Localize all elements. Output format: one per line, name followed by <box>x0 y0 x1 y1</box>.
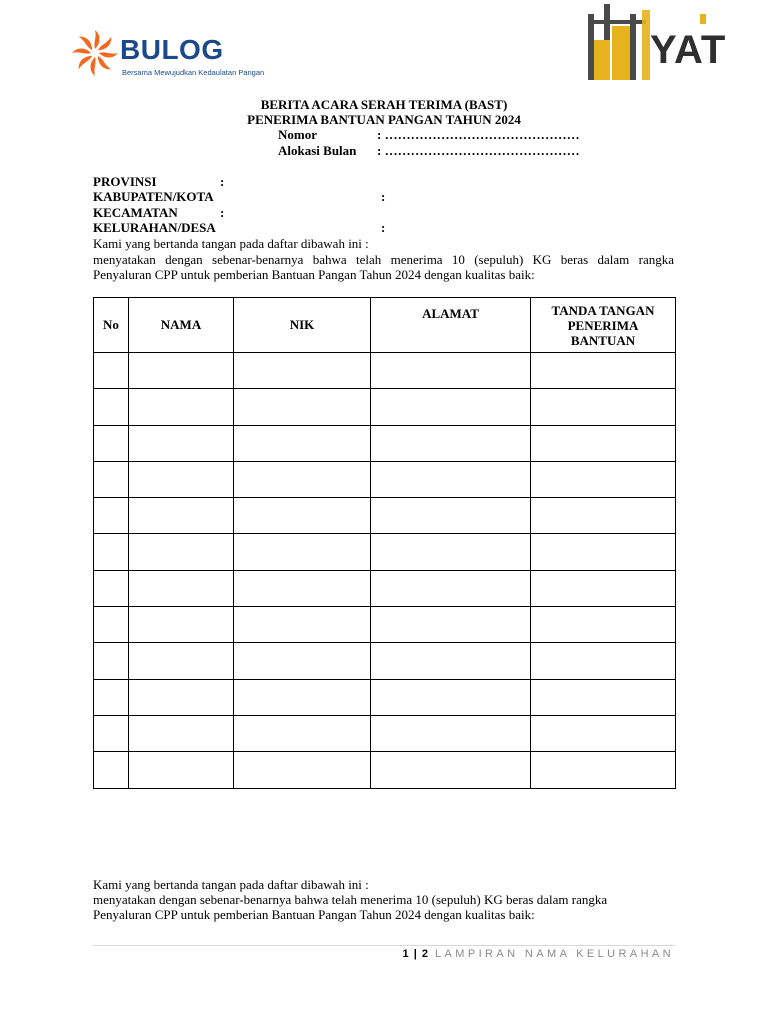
table-cell[interactable] <box>129 353 234 389</box>
recipient-table <box>93 297 676 789</box>
document-title: BERITA ACARA SERAH TERIMA (BAST) <box>260 97 508 112</box>
table-row <box>94 389 676 425</box>
alokasi-label: Alokasi Bulan <box>278 143 357 158</box>
col-header-nama: NAMA <box>129 298 234 353</box>
table-cell[interactable] <box>371 607 531 643</box>
col-header-no: No <box>94 298 129 353</box>
provinsi-label: PROVINSI <box>93 174 157 189</box>
footer-divider <box>93 945 675 946</box>
table-cell[interactable] <box>531 679 676 715</box>
table-cell[interactable] <box>234 715 371 751</box>
closing-line-2: menyatakan dengan sebenar-benarnya bahwa telah menerima 10 (sepuluh) KG beras dalam rangka <box>93 892 608 907</box>
table-cell[interactable] <box>234 389 371 425</box>
table-cell[interactable] <box>94 715 129 751</box>
bulog-tagline: Bersama Mewujudkan Kedaulatan Pangan <box>122 68 265 77</box>
table-cell[interactable] <box>94 752 129 788</box>
table-cell[interactable] <box>371 752 531 788</box>
closing-line-1: Kami yang bertanda tangan pada daftar dibawah ini : <box>93 877 369 892</box>
table-cell[interactable] <box>371 461 531 497</box>
kabupaten-colon: : <box>381 189 386 204</box>
table-cell[interactable] <box>94 389 129 425</box>
table-cell[interactable] <box>371 643 531 679</box>
table-cell[interactable] <box>129 461 234 497</box>
table-cell[interactable] <box>371 679 531 715</box>
table-cell[interactable] <box>531 461 676 497</box>
table-cell[interactable] <box>129 498 234 534</box>
table-cell[interactable] <box>234 752 371 788</box>
page-separator: | <box>413 948 417 960</box>
col-header-tanda-tangan: TANDA TANGAN PENERIMA BANTUAN <box>531 298 676 353</box>
nomor-value: : ……………………………………… <box>377 127 580 142</box>
table-cell[interactable] <box>531 715 676 751</box>
table-cell[interactable] <box>371 498 531 534</box>
table-cell[interactable] <box>531 607 676 643</box>
table-cell[interactable] <box>94 534 129 570</box>
table-cell[interactable] <box>531 425 676 461</box>
page-number: 1 <box>402 948 409 960</box>
page-footer <box>403 948 674 960</box>
table-cell[interactable] <box>129 643 234 679</box>
table-row <box>94 752 676 788</box>
table-cell[interactable] <box>94 353 129 389</box>
yat-logo <box>582 0 732 86</box>
table-cell[interactable] <box>234 425 371 461</box>
table-cell[interactable] <box>129 607 234 643</box>
table-row <box>94 679 676 715</box>
bulog-logo <box>70 26 265 82</box>
table-cell[interactable] <box>94 679 129 715</box>
col-header-alamat: ALAMAT <box>371 298 531 353</box>
yat-logo-text: YAT <box>650 28 727 72</box>
table-row <box>94 715 676 751</box>
table-cell[interactable] <box>531 534 676 570</box>
table-cell[interactable] <box>371 425 531 461</box>
table-cell[interactable] <box>94 607 129 643</box>
intro-line-2: menyatakan dengan sebenar-benarnya bahwa telah menerima 10 (sepuluh) KG beras dalam rangka <box>93 252 674 267</box>
table-cell[interactable] <box>94 643 129 679</box>
table-cell[interactable] <box>234 607 371 643</box>
table-cell[interactable] <box>94 498 129 534</box>
page-total: 2 <box>421 948 428 960</box>
table-cell[interactable] <box>371 570 531 606</box>
kelurahan-label: KELURAHAN/DESA <box>93 220 216 235</box>
table-cell[interactable] <box>129 534 234 570</box>
table-row <box>94 643 676 679</box>
alokasi-value: : ……………………………………… <box>377 143 580 158</box>
table-body <box>94 353 676 789</box>
table-cell[interactable] <box>531 643 676 679</box>
table-cell[interactable] <box>531 498 676 534</box>
intro-line-1: Kami yang bertanda tangan pada daftar dibawah ini : <box>93 236 369 251</box>
table-row <box>94 570 676 606</box>
document-subtitle: PENERIMA BANTUAN PANGAN TAHUN 2024 <box>247 112 521 127</box>
table-cell[interactable] <box>129 425 234 461</box>
table-cell[interactable] <box>94 461 129 497</box>
table-row <box>94 607 676 643</box>
table-cell[interactable] <box>129 679 234 715</box>
table-cell[interactable] <box>234 643 371 679</box>
table-row <box>94 498 676 534</box>
table-row <box>94 461 676 497</box>
table-cell[interactable] <box>371 534 531 570</box>
table-row <box>94 353 676 389</box>
table-header-row <box>94 298 676 353</box>
table-cell[interactable] <box>234 498 371 534</box>
bulog-sun-icon <box>70 28 120 78</box>
table-row <box>94 425 676 461</box>
table-cell[interactable] <box>94 425 129 461</box>
kecamatan-label: KECAMATAN <box>93 205 178 220</box>
table-row <box>94 534 676 570</box>
table-cell[interactable] <box>129 752 234 788</box>
table-cell[interactable] <box>531 389 676 425</box>
table-cell[interactable] <box>234 461 371 497</box>
bulog-logo-text: BULOG <box>120 34 224 65</box>
table-cell[interactable] <box>234 534 371 570</box>
table-cell[interactable] <box>531 752 676 788</box>
table-cell[interactable] <box>371 389 531 425</box>
table-cell[interactable] <box>371 715 531 751</box>
closing-line-3: Penyaluran CPP untuk pemberian Bantuan Pangan Tahun 2024 dengan kualitas baik: <box>93 907 535 922</box>
table-cell[interactable] <box>234 679 371 715</box>
intro-line-3: Penyaluran CPP untuk pemberian Bantuan Pangan Tahun 2024 dengan kualitas baik: <box>93 267 535 282</box>
col-header-nik: NIK <box>234 298 371 353</box>
table-cell[interactable] <box>129 715 234 751</box>
table-cell[interactable] <box>234 353 371 389</box>
provinsi-colon: : <box>220 174 225 189</box>
table-cell[interactable] <box>371 353 531 389</box>
table-cell[interactable] <box>531 570 676 606</box>
table-cell[interactable] <box>531 353 676 389</box>
table-cell[interactable] <box>234 570 371 606</box>
kecamatan-colon: : <box>220 205 225 220</box>
kabupaten-label: KABUPATEN/KOTA <box>93 189 214 204</box>
table-cell[interactable] <box>129 570 234 606</box>
table-cell[interactable] <box>94 570 129 606</box>
kelurahan-colon: : <box>381 220 386 235</box>
footer-label: LAMPIRAN NAMA KELURAHAN <box>435 948 674 960</box>
table-cell[interactable] <box>129 389 234 425</box>
nomor-label: Nomor <box>278 127 317 142</box>
